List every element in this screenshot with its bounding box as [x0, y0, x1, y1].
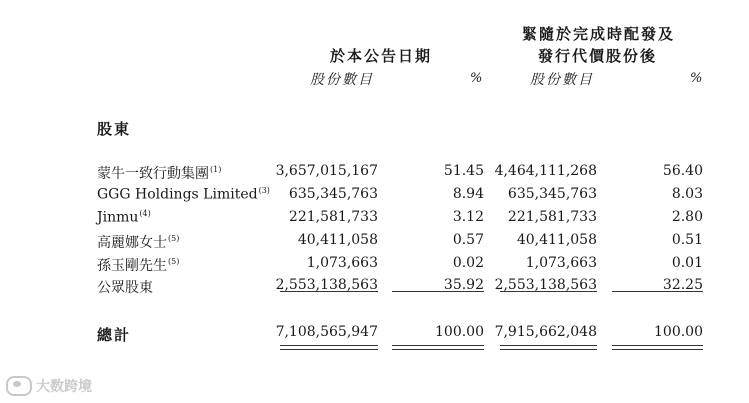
pct-now-cell: 35.92 [443, 277, 484, 293]
footnote-ref: (5) [168, 234, 180, 244]
table-row-label [97, 277, 153, 297]
shares-after-cell: 2,553,138,563 [494, 277, 597, 293]
brand-logo-icon [6, 376, 32, 396]
table-row-label [97, 232, 179, 252]
section-title-shareholders: 股東 [97, 120, 132, 138]
table-row-label [97, 186, 270, 203]
shares-now-cell: 3,657,015,167 [275, 163, 378, 179]
shareholder-name: 孫玉剛先生 [97, 258, 167, 274]
shares-now-cell: 40,411,058 [297, 232, 378, 248]
footnote-ref: (3) [258, 186, 270, 195]
total-pct-now: 100.00 [435, 324, 484, 340]
shares-after-cell: 221,581,733 [507, 209, 597, 225]
shares-after-cell: 4,464,111,268 [494, 163, 597, 179]
pct-now-cell: 3.12 [452, 209, 484, 225]
pct-label-now: % [470, 71, 483, 86]
shares-now-cell: 635,345,763 [288, 186, 378, 202]
total-shares-after: 7,915,662,048 [494, 324, 597, 340]
total-double-rule-1 [280, 345, 378, 350]
pct-after-cell: 2.80 [671, 209, 703, 225]
footnote-ref: (5) [168, 257, 180, 267]
pct-after-cell: 0.01 [671, 255, 703, 271]
pct-after-cell: 32.25 [662, 277, 703, 293]
total-pct-after: 100.00 [654, 324, 703, 340]
total-label: 總計 [97, 326, 132, 344]
shares-label-after: 股份數目 [530, 72, 594, 88]
pct-now-cell: 51.45 [443, 163, 484, 179]
header-as-of-date: 於本公告日期 [330, 47, 433, 65]
subtotal-rule-3 [500, 291, 597, 292]
total-double-rule-3 [500, 345, 597, 350]
pct-label-after: % [690, 71, 703, 86]
subtotal-rule-2 [392, 291, 484, 292]
pct-after-cell: 8.03 [671, 186, 703, 202]
watermark-text: 大数跨境 [36, 379, 92, 395]
shares-after-cell: 635,345,763 [507, 186, 597, 202]
shares-now-cell: 221,581,733 [288, 209, 378, 225]
subtotal-rule-1 [280, 291, 378, 292]
pct-now-cell: 0.57 [452, 232, 484, 248]
shares-after-cell: 1,073,663 [525, 255, 597, 271]
shareholder-name: 高麗娜女士 [97, 235, 167, 251]
subtotal-rule-4 [612, 291, 703, 292]
total-double-rule-2 [392, 345, 484, 350]
watermark [6, 376, 92, 396]
table-row-label [97, 163, 221, 183]
header-after-completion-line1: 緊隨於完成時配發及 [522, 25, 676, 43]
table-row-label [97, 255, 179, 275]
shares-after-cell: 40,411,058 [516, 232, 597, 248]
table-row-label [97, 209, 151, 226]
pct-now-cell: 8.94 [452, 186, 484, 202]
pct-after-cell: 0.51 [671, 232, 703, 248]
shareholder-name: Jinmu [97, 209, 139, 226]
pct-now-cell: 0.02 [452, 255, 484, 271]
total-shares-now: 7,108,565,947 [275, 324, 378, 340]
pct-after-cell: 56.40 [662, 163, 703, 179]
footnote-ref: (4) [139, 209, 151, 218]
shares-now-cell: 1,073,663 [306, 255, 378, 271]
shareholder-name: GGG Holdings Limited [97, 186, 258, 203]
shares-now-cell: 2,553,138,563 [275, 277, 378, 293]
shareholder-name: 公眾股東 [97, 280, 153, 296]
shareholder-name: 蒙牛一致行動集團 [97, 166, 209, 182]
footnote-ref: (1) [210, 165, 222, 175]
shares-label-now: 股份數目 [310, 72, 374, 88]
header-after-completion-line2: 發行代價股份後 [538, 47, 658, 65]
total-double-rule-4 [612, 345, 703, 350]
